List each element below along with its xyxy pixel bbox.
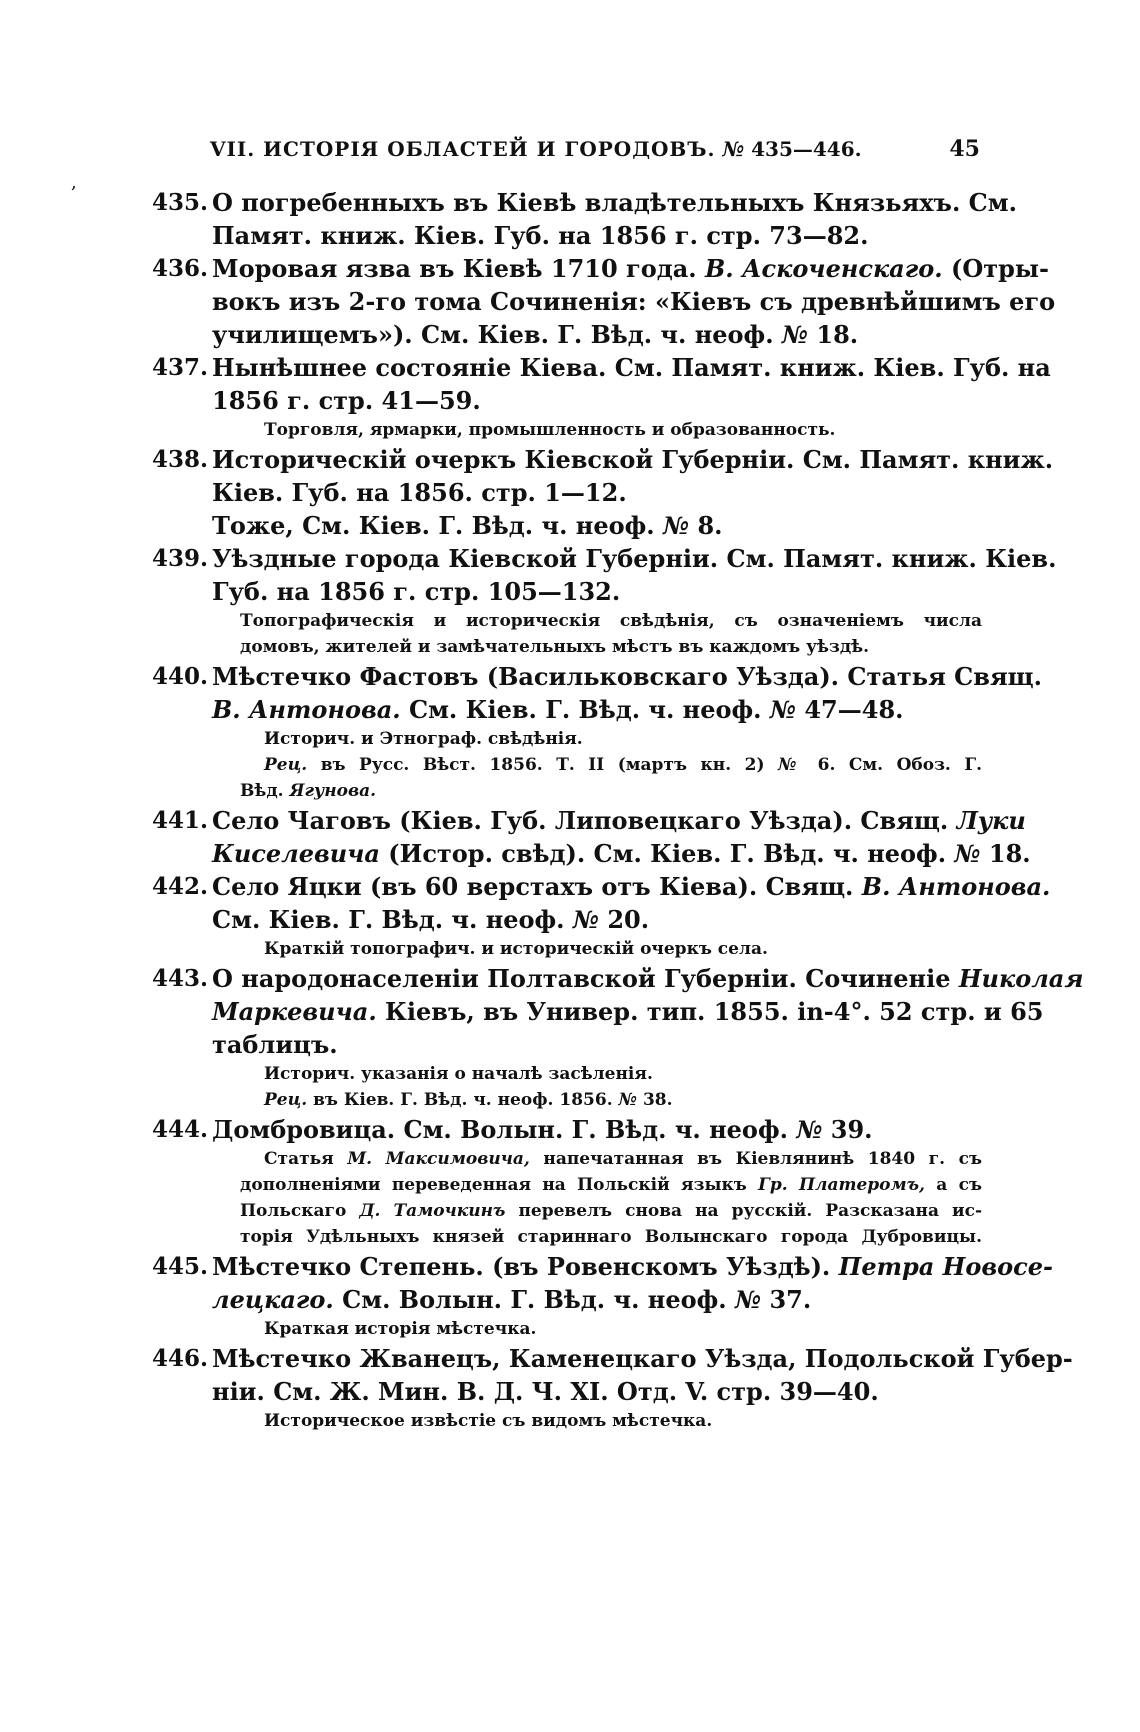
entry-text: Мѣстечко Степень. (въ Ровенскомъ Уѣздѣ).: [212, 1252, 831, 1281]
entry-note: [212, 752, 982, 778]
author-name: Ягунова.: [289, 781, 377, 801]
review-label: Рец.: [264, 1090, 308, 1110]
entry-number: 435.: [152, 189, 209, 216]
entry-text: 20.: [607, 905, 650, 934]
entry-text: дополненіями переведенная на Польскій языкъ: [240, 1175, 747, 1195]
entry-note: домовъ, жителей и замѣчательныхъ мѣстъ въ каждомъ уѣздѣ.: [240, 637, 870, 657]
author-name: лецкаго.: [212, 1285, 334, 1314]
entry-number: 442.: [152, 873, 209, 900]
entry-note: [212, 1146, 982, 1172]
entry-text: См. Кіев. Г. Вѣд. ч. неоф.: [408, 695, 762, 724]
entry-note: [212, 1198, 982, 1224]
numero-sign: №: [572, 905, 599, 934]
entry-text: напечатанная въ Кіевлянинѣ 1840 г. съ: [543, 1149, 982, 1169]
numero-sign: №: [722, 137, 745, 161]
entry-note: Краткая исторія мѣстечка.: [264, 1319, 537, 1339]
entry-note: Торговля, ярмарки, промышленность и образованность.: [264, 420, 836, 440]
entry-435: [152, 186, 1017, 252]
author-name: В. Антонова.: [212, 695, 401, 724]
entry-note: Историческое извѣстіе съ видомъ мѣстечка.: [264, 1411, 713, 1431]
entry-number: 438.: [152, 446, 209, 473]
entry-445: [152, 1250, 1053, 1342]
entry-note: Историч. указанія о началѣ засѣленія.: [264, 1064, 653, 1084]
entry-text: Кіевъ, въ Универ. тип. 1855. in-4°. 52 стр. и 65: [385, 997, 1044, 1026]
entry-line: Губ. на 1856 г. стр. 105—132.: [212, 577, 621, 606]
entry-line: [212, 804, 1026, 837]
entry-text: 39.: [830, 1115, 873, 1144]
entry-line: Нынѣшнее состояніе Кіева. См. Памят. книж. Кіев. Губ. на: [212, 353, 1051, 382]
entry-text: 8.: [697, 511, 723, 540]
entry-line: Мѣстечко Фастовъ (Васильковскаго Уѣзда). Статья Свящ.: [212, 662, 1042, 691]
entry-437: [152, 351, 1051, 443]
numero-sign: №: [662, 511, 690, 540]
entry-text: (Отры-: [950, 254, 1049, 283]
author-name: Киселевича: [212, 839, 380, 868]
entry-text: Статья: [264, 1149, 334, 1169]
entry-line: О погребенныхъ въ Кіевѣ владѣтельныхъ Князьяхъ. См.: [212, 188, 1017, 217]
entry-line: Кіев. Губ. на 1856. стр. 1—12.: [212, 478, 627, 507]
entry-note: [212, 778, 982, 804]
entry-text: Тоже, См. Кіев. Г. Вѣд. ч. неоф.: [212, 511, 655, 540]
entry-line: [212, 837, 1031, 870]
entry-439: [152, 542, 1057, 660]
entry-range: 435—446.: [751, 137, 862, 161]
chapter-title: VII. ИСТОРІЯ ОБЛАСТЕЙ И ГОРОДОВЪ.: [210, 137, 716, 161]
entry-line: [212, 995, 1044, 1028]
entry-number: 444.: [152, 1116, 209, 1143]
entry-line: [212, 509, 982, 542]
entry-line: [212, 693, 982, 726]
entry-text: Село Яцки (въ 60 верстахъ отъ Кіева). Свящ.: [212, 872, 854, 901]
entry-note: Краткій топографич. и историческій очеркъ села.: [264, 939, 768, 959]
author-name: Д. Тамочкинъ: [359, 1201, 506, 1221]
entry-number: 440.: [152, 663, 209, 690]
entry-line: Уѣздные города Кіевской Губерніи. См. Памят. книж. Кіев.: [212, 544, 1057, 573]
entry-number: 437.: [152, 354, 209, 381]
entry-number: 445.: [152, 1253, 209, 1280]
entry-number: 443.: [152, 965, 209, 992]
entry-number: 446.: [152, 1345, 209, 1372]
entry-number: 439.: [152, 545, 209, 572]
author-name: Николая: [958, 964, 1084, 993]
entry-text: Домбровица. См. Волын. Г. Вѣд. ч. неоф.: [212, 1115, 788, 1144]
entry-note: [212, 1087, 982, 1113]
entry-note: торія Удѣльныхъ князей стариннаго Волынскаго города Дубровицы.: [240, 1227, 982, 1247]
entry-line: [212, 870, 1051, 903]
entry-text: 18.: [988, 839, 1031, 868]
numero-sign: №: [734, 1285, 762, 1314]
entry-text: въ Русс. Вѣст. 1856. Т. II (мартъ кн. 2): [320, 755, 765, 775]
entry-text: Село Чаговъ (Кіев. Губ. Липовецкаго Уѣзда). Свящ.: [212, 806, 949, 835]
entry-line: [212, 1250, 1053, 1283]
entry-444: [152, 1113, 982, 1250]
entry-442: [152, 870, 1051, 962]
entry-440: [152, 660, 1042, 804]
entry-text: 18.: [816, 320, 859, 349]
entry-line: Памят. книж. Кіев. Губ. на 1856 г. стр. 73—82.: [212, 221, 869, 250]
entry-line: ніи. См. Ж. Мин. В. Д. Ч. XI. Отд. V. стр. 39—40.: [212, 1377, 879, 1406]
entry-text: 38.: [642, 1090, 673, 1110]
entry-438: [152, 443, 1054, 542]
entry-note: [212, 1172, 982, 1198]
entry-443: [152, 962, 1084, 1113]
entry-number: 441.: [152, 807, 209, 834]
entry-note: Историч. и Этнограф. свѣдѣнія.: [264, 729, 583, 749]
entry-line: [212, 1283, 982, 1316]
author-name: М. Максимовича,: [347, 1149, 530, 1169]
numero-sign: №: [769, 695, 796, 724]
entry-text: (Истор. свѣд). См. Кіев. Г. Вѣд. ч. неоф.: [388, 839, 947, 868]
review-label: Рец.: [264, 755, 308, 775]
page-number: 45: [949, 136, 980, 162]
entry-line: [212, 903, 982, 936]
entry-line: 1856 г. стр. 41—59.: [212, 386, 481, 415]
running-header: [210, 134, 980, 164]
author-name: Маркевича.: [212, 997, 377, 1026]
entry-text: а съ: [936, 1175, 982, 1195]
author-name: Луки: [956, 806, 1026, 835]
entry-number: 436.: [152, 255, 209, 282]
author-name: Петра Новосе-: [838, 1252, 1053, 1281]
entry-text: Моровая язва въ Кіевѣ 1710 года.: [212, 254, 697, 283]
entry-line: Мѣстечко Жванецъ, Каменецкаго Уѣзда, Подольской Губер-: [212, 1344, 1073, 1373]
entry-text: Польскаго: [240, 1201, 347, 1221]
entry-text: См. Волын. Г. Вѣд. ч. неоф.: [342, 1285, 727, 1314]
entry-441: [152, 804, 1031, 870]
entry-note: Топографическія и историческія свѣдѣнія, съ означеніемъ числа: [240, 611, 982, 631]
numero-sign: №: [781, 320, 809, 349]
entry-text: О народонаселеніи Полтавской Губерніи. Сочиненіе: [212, 964, 951, 993]
entry-text: 6. См. Обоз. Г.: [817, 755, 983, 775]
entry-line: вокъ изъ 2-го тома Сочиненія: «Кіевъ съ древнѣйшимъ его: [212, 287, 1056, 316]
entry-line: [212, 252, 1049, 285]
entry-436: [152, 252, 1056, 351]
entry-text: училищемъ»). См. Кіев. Г. Вѣд. ч. неоф.: [212, 320, 774, 349]
author-name: Гр. Платеромъ,: [758, 1175, 925, 1195]
author-name: В. Антонова.: [861, 872, 1051, 901]
numero-sign: №: [778, 755, 805, 775]
entry-text: Вѣд.: [240, 781, 284, 801]
entry-text: 47—48.: [804, 695, 904, 724]
entry-list: [152, 186, 1084, 1434]
entry-text: въ Кіев. Г. Вѣд. ч. неоф. 1856.: [313, 1090, 613, 1110]
author-name: В. Аскоченскаго.: [705, 254, 943, 283]
numero-sign: №: [618, 1090, 638, 1110]
entry-line: [212, 1113, 982, 1146]
entry-line: таблицъ.: [212, 1030, 338, 1059]
entry-line: [212, 318, 982, 351]
numero-sign: №: [796, 1115, 823, 1144]
margin-mark: ,: [71, 172, 77, 193]
numero-sign: №: [954, 839, 981, 868]
entry-line: Историческій очеркъ Кіевской Губерніи. См. Памят. книж.: [212, 445, 1054, 474]
entry-text: 37.: [769, 1285, 812, 1314]
entry-446: [152, 1342, 1073, 1434]
entry-line: [212, 962, 1084, 995]
entry-text: перевелъ снова на русскій. Разсказана ис-: [518, 1201, 983, 1221]
entry-text: См. Кіев. Г. Вѣд. ч. неоф.: [212, 905, 565, 934]
